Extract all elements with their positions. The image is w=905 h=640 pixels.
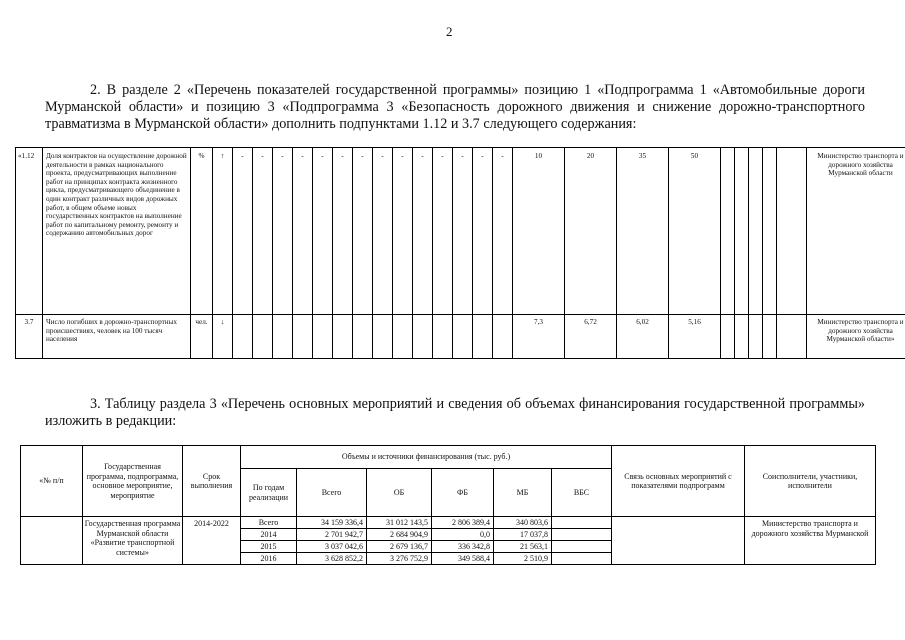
total-cell: 34 159 336,4	[297, 517, 367, 529]
vbs-cell	[552, 529, 612, 541]
total-cell: 2 701 942,7	[297, 529, 367, 541]
col-link-header: Связь основных мероприятий с показателями подпрограмм	[612, 446, 745, 517]
col-exec-header: Соисполнители, участники, исполнители	[745, 446, 876, 517]
col-total-header: Всего	[297, 469, 367, 517]
col-ob-header: ОБ	[367, 469, 432, 517]
cell: -	[453, 148, 473, 315]
value-cell: 20	[565, 148, 617, 315]
cell: -	[413, 148, 433, 315]
ob-cell: 2 679 136,7	[367, 541, 432, 553]
link-cell	[612, 517, 745, 565]
ob-cell: 3 276 752,9	[367, 553, 432, 565]
fb-cell: 0,0	[432, 529, 494, 541]
table-row	[21, 517, 876, 529]
fb-cell: 349 588,4	[432, 553, 494, 565]
paragraph-1-text: 2. В разделе 2 «Перечень показателей государственной программы» позицию 1 «Подпрограмма 1 «Автомобильные дороги Мурманской области» и позицию 3 «Подпрограмма 3 «Безопасность дорожного движения и снижение дорожно-транспортного травматизма в Мурманской области» дополнить подпунктами 1.12 и 3.7 следующего содержания:	[45, 82, 865, 132]
cell: -	[433, 148, 453, 315]
trend-icon: ↓	[213, 315, 233, 359]
col-volumes-header: Объемы и источники финансирования (тыс. руб.)	[241, 446, 612, 469]
vbs-cell	[552, 553, 612, 565]
col-program-header: Государственная программа, подпрограмма, основное мероприятие, мероприятие	[83, 446, 183, 517]
table-row	[16, 148, 905, 315]
paragraph-2-text: 3. Таблицу раздела 3 «Перечень основных мероприятий и сведения об объемах финансирования государственной программы» изложить в редакции:	[45, 396, 865, 429]
cell: -	[273, 148, 293, 315]
indicators-table	[15, 147, 905, 359]
col-year-header: По годам реализации	[241, 469, 297, 517]
col-fb-header: ФБ	[432, 469, 494, 517]
cell: -	[353, 148, 373, 315]
cell: -	[493, 148, 513, 315]
value-cell: 10	[513, 148, 565, 315]
year-cell: 2016	[241, 553, 297, 565]
cell: -	[313, 148, 333, 315]
executor: Министерство транспорта и дорожного хозяйства Мурманской	[745, 517, 876, 565]
value-cell: 6,02	[617, 315, 669, 359]
year-cell: Всего	[241, 517, 297, 529]
cell: -	[233, 148, 253, 315]
value-cell: 50	[669, 148, 721, 315]
responsible: Министерство транспорта и дорожного хозяйства Мурманской области»	[807, 315, 905, 359]
paragraph-1	[45, 82, 865, 133]
activities-table	[20, 445, 876, 565]
fb-cell: 336 342,8	[432, 541, 494, 553]
col-vbs-header: ВБС	[552, 469, 612, 517]
indicator-name: Доля контрактов на осуществление дорожной деятельности в рамках национального проекта, предусматривающих выполнение работ на принципах контракта жизненного цикла, предусматривающего объединение в один контракт различных видов дорожных работ, в общем объеме новых государственных контрактов на выполнение работ по капитальному ремонту, ремонту и содержанию автомобильных дорог	[43, 148, 191, 315]
col-num-header: «№ п/п	[21, 446, 83, 517]
program-name: Государственная программа Мурманской области «Развитие транспортной системы»	[83, 517, 183, 565]
term-value: 2014-2022	[183, 517, 241, 565]
table-row	[16, 315, 905, 359]
value-cell: 7,3	[513, 315, 565, 359]
cell: -	[333, 148, 353, 315]
cell: -	[373, 148, 393, 315]
indicator-name: Число погибших в дорожно-транспортных происшествиях, человек на 100 тысяч населения	[43, 315, 191, 359]
year-cell: 2014	[241, 529, 297, 541]
mb-cell: 340 803,6	[494, 517, 552, 529]
responsible: Министерство транспорта и дорожного хозяйства Мурманской области	[807, 148, 905, 315]
cell: -	[253, 148, 273, 315]
row-number: «1.12	[16, 148, 43, 315]
fb-cell: 2 806 389,4	[432, 517, 494, 529]
mb-cell: 17 037,8	[494, 529, 552, 541]
vbs-cell	[552, 517, 612, 529]
ob-cell: 31 012 143,5	[367, 517, 432, 529]
value-cell: 6,72	[565, 315, 617, 359]
unit: чел.	[191, 315, 213, 359]
mb-cell: 21 563,1	[494, 541, 552, 553]
vbs-cell	[552, 541, 612, 553]
paragraph-2	[45, 396, 865, 430]
cell: -	[473, 148, 493, 315]
row-number: 3.7	[16, 315, 43, 359]
value-cell: 35	[617, 148, 669, 315]
header-row	[21, 446, 876, 469]
page-number: 2	[446, 24, 453, 39]
unit: %	[191, 148, 213, 315]
col-term-header: Срок выполнения	[183, 446, 241, 517]
cell: -	[393, 148, 413, 315]
total-cell: 3 628 852,2	[297, 553, 367, 565]
year-cell: 2015	[241, 541, 297, 553]
total-cell: 3 037 042,6	[297, 541, 367, 553]
ob-cell: 2 684 904,9	[367, 529, 432, 541]
value-cell: 5,16	[669, 315, 721, 359]
trend-icon: ↑	[213, 148, 233, 315]
mb-cell: 2 510,9	[494, 553, 552, 565]
cell: -	[293, 148, 313, 315]
col-mb-header: МБ	[494, 469, 552, 517]
